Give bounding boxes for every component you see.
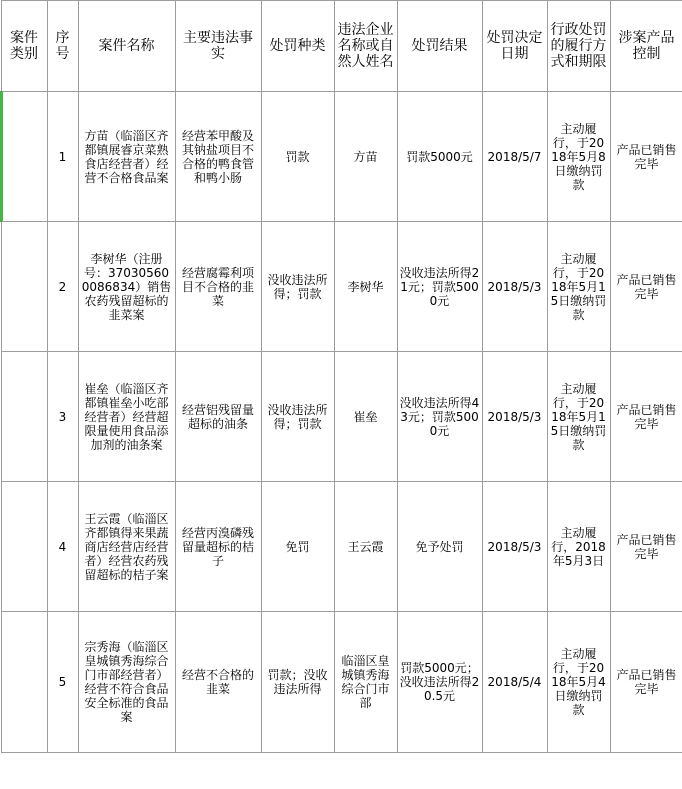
cell-date: 2018/5/3 [482,352,547,482]
header-violation: 主要违法事实 [175,1,261,92]
header-category: 案件类别 [1,1,47,92]
cell-penalty-type: 罚款；没收违法所得 [261,612,334,753]
header-index: 序号 [47,1,78,92]
header-result: 处罚结果 [397,1,482,92]
header-date: 处罚决定日期 [482,1,547,92]
cell-result: 没收违法所得21元；罚款5000元 [397,222,482,352]
cell-party: 方苗 [334,92,397,222]
cell-performance: 主动履行，于2018年5月15日缴纳罚款 [547,222,610,352]
cell-penalty-type: 没收违法所得；罚款 [261,352,334,482]
cell-case-name: 宗秀海（临淄区皇城镇秀海综合门市部经营者）经营不符合食品安全标准的食品案 [78,612,175,753]
cell-product: 产品已销售完毕 [610,482,682,612]
cell-performance: 主动履行，2018年5月3日 [547,482,610,612]
cell-index: 2 [47,222,78,352]
header-performance: 行政处罚的履行方式和期限 [547,1,610,92]
cell-date: 2018/5/4 [482,612,547,753]
cell-product: 产品已销售完毕 [610,612,682,753]
header-product: 涉案产品控制 [610,1,682,92]
table-row [1,92,682,222]
cell-performance: 主动履行，于2018年5月4日缴纳罚款 [547,612,610,753]
cell-party: 临淄区皇城镇秀海综合门市部 [334,612,397,753]
cell-index: 4 [47,482,78,612]
cell-violation: 经营丙溴磷残留量超标的桔子 [175,482,261,612]
cell-violation: 经营铝残留量超标的油条 [175,352,261,482]
cell-category [1,612,47,753]
header-row [1,1,682,92]
cell-result: 免予处罚 [397,482,482,612]
cell-violation: 经营腐霉利项目不合格的韭菜 [175,222,261,352]
cell-party: 李树华 [334,222,397,352]
cell-category [1,92,47,222]
cell-violation: 经营苯甲酸及其钠盐项目不合格的鸭食管和鸭小肠 [175,92,261,222]
cell-category [1,482,47,612]
cell-result: 罚款5000元；没收违法所得20.5元 [397,612,482,753]
cell-party: 王云霞 [334,482,397,612]
cell-case-name: 李树华（注册号：370305600086834）销售农药残留超标的韭菜案 [78,222,175,352]
cell-case-name: 方苗（临淄区齐都镇展睿京菜熟食店经营者）经营不合格食品案 [78,92,175,222]
table-row [1,482,682,612]
cell-case-name: 崔垒（临淄区齐都镇崔垒小吃部经营者）经营超限量使用食品添加剂的油条案 [78,352,175,482]
cell-product: 产品已销售完毕 [610,352,682,482]
cell-index: 5 [47,612,78,753]
cell-penalty-type: 罚款 [261,92,334,222]
cell-category [1,352,47,482]
cell-category [1,222,47,352]
cell-penalty-type: 没收违法所得；罚款 [261,222,334,352]
header-party: 违法企业名称或自然人姓名 [334,1,397,92]
cell-index: 1 [47,92,78,222]
cell-selection-marker [0,92,3,221]
cell-index: 3 [47,352,78,482]
cell-case-name: 王云霞（临淄区齐都镇得来果蔬商店经营店经营者）经营农药残留超标的桔子案 [78,482,175,612]
table-row [1,222,682,352]
cell-performance: 主动履行，于2018年5月15日缴纳罚款 [547,352,610,482]
cell-date: 2018/5/3 [482,482,547,612]
table-row [1,612,682,753]
cell-party: 崔垒 [334,352,397,482]
cell-performance: 主动履行，于2018年5月8日缴纳罚款 [547,92,610,222]
cell-result: 罚款5000元 [397,92,482,222]
table-row [1,352,682,482]
cell-product: 产品已销售完毕 [610,222,682,352]
cell-date: 2018/5/3 [482,222,547,352]
cell-product: 产品已销售完毕 [610,92,682,222]
header-case-name: 案件名称 [78,1,175,92]
cell-result: 没收违法所得43元；罚款5000元 [397,352,482,482]
cell-violation: 经营不合格的韭菜 [175,612,261,753]
header-penalty-type: 处罚种类 [261,1,334,92]
cell-penalty-type: 免罚 [261,482,334,612]
cell-date: 2018/5/7 [482,92,547,222]
